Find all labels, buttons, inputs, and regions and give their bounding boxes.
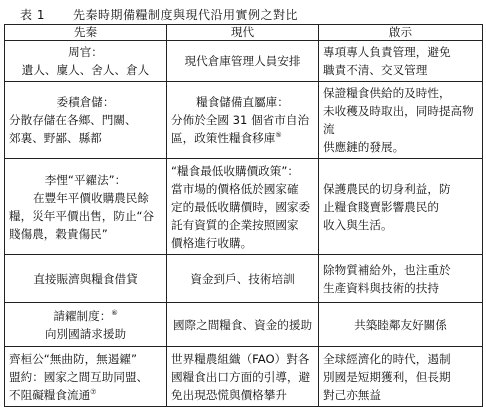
cell-modern: 現代倉庫管理人員安排 [167,41,319,82]
cell-pre-qin: 李悝“平糴法”： 在豐年平價收購農民餘 糧，災年平價出售，防止“谷 賤傷農，穀貴傷民” [5,159,167,255]
table-row [5,82,483,159]
table-label: 表 1 [20,8,45,22]
cell-pre-qin: 委積倉儲： 分散存儲在各鄉、門關、 郊裏、野鄙、縣都 [5,82,167,159]
cell-insight: 全球經濟化的時代，遏制 別國是短期獲利，但長期 對己亦無益 [319,347,483,407]
cell-insight: 保證糧食供給的及時性， 未收穫及時取出，同時提高物流 供應鏈的發展。 [319,82,483,159]
cell-modern: 資金到戶、技術培訓 [167,255,319,303]
cell-pre-qin: 周官： 遺人、廩人、舍人、倉人 [5,41,167,82]
cell-pre-qin: 請糴制度：⑥ 向別國請求援助 [5,303,167,347]
header-modern: 現代 [167,25,319,41]
table-row [5,347,483,407]
table-row [5,159,483,255]
cell-modern: 世界糧農組織（FAO）對各 國糧食出口方面的引導，避 免出現恐慌與價格攀升 [167,347,319,407]
table-title [20,6,298,23]
cell-insight: 專項專人負責管理，避免 職責不清、交叉管理 [319,41,483,82]
table-row [5,255,483,303]
header-row [5,25,483,41]
header-pre-qin: 先秦 [5,25,167,41]
cell-pre-qin: 直接賑濟與糧食借貸 [5,255,167,303]
table-row [5,303,483,347]
header-insight: 啟示 [319,25,483,41]
comparison-table [4,24,483,407]
cell-insight: 除物質補給外，也注重於 生產資料與技術的扶持 [319,255,483,303]
table-row [5,41,483,82]
cell-pre-qin: 齊桓公“無曲防，無遏糴” 盟約：國家之間互助同盟、 不阻礙糧食流通⑦ [5,347,167,407]
cell-insight: 保護農民的切身利益，防 止糧食賤賣影響農民的 收入與生活。 [319,159,483,255]
cell-modern: “糧食最低收購價政策”： 當市場的價格低於國家確 定的最低收購價時，國家委 託有資質的企業按照國家 價格進行收購。 [167,159,319,255]
cell-modern: 國際之間糧食、資金的援助 [167,303,319,347]
table-caption: 先秦時期備糧制度與現代沿用實例之對比 [72,8,298,22]
cell-modern: 糧食儲備直屬庫： 分佈於全國 31 個省市自治 區，政策性糧食移庫⑤ [167,82,319,159]
cell-insight: 共築睦鄰友好關係 [319,303,483,347]
